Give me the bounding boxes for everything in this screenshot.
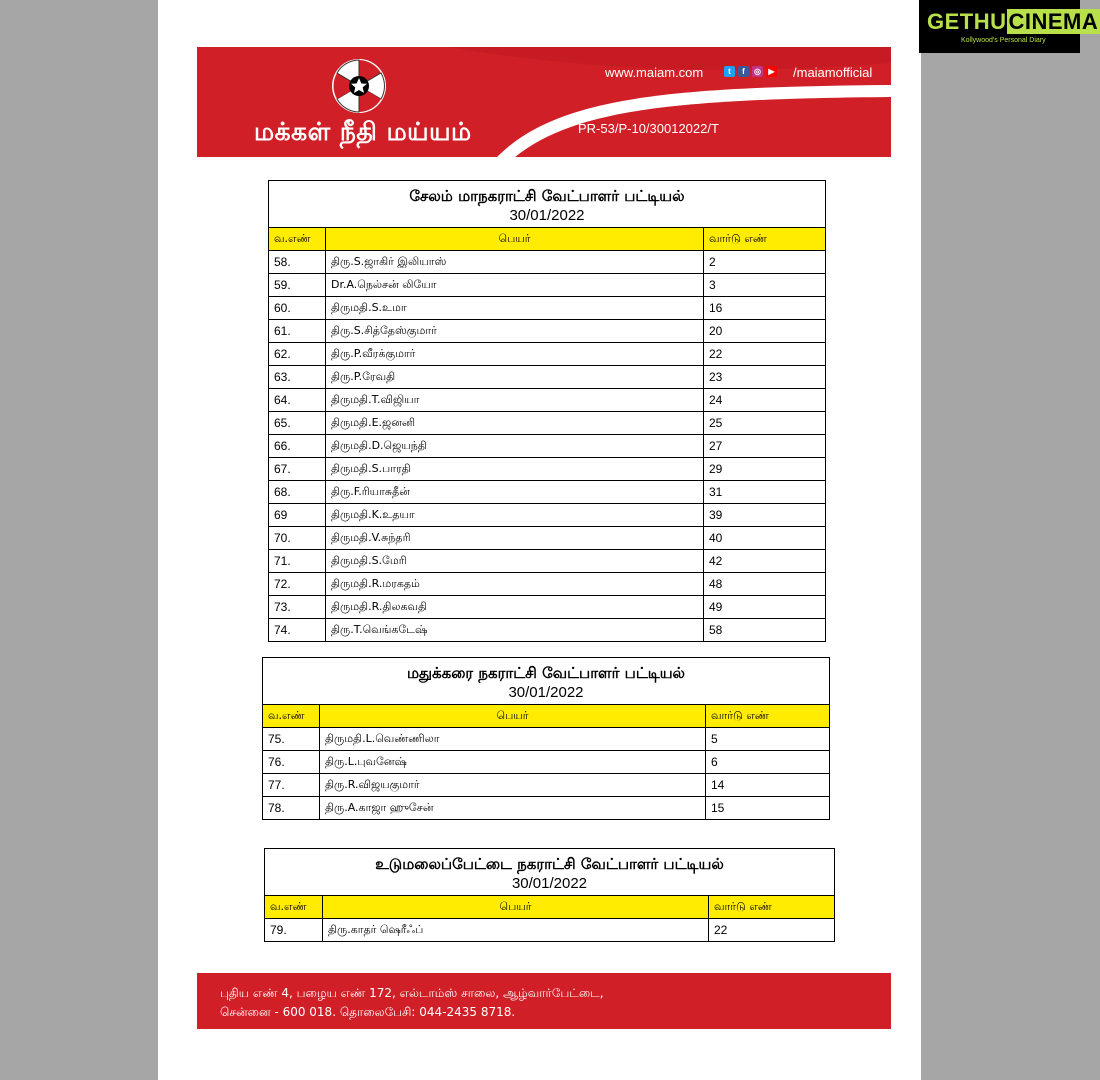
table-row [269,504,825,527]
ward-cell: 58 [709,623,723,637]
name-cell: திரு.S.ஜாகிர் இலியாஸ் [326,251,704,273]
name-cell: திரு.A.காஜா ஹுசேன் [320,797,706,819]
serial-cell: 68. [269,481,326,503]
table-row [269,573,825,596]
column-name: பெயர் [320,705,706,727]
name-cell: திரு.L.புவனேஷ் [320,751,706,773]
ward-cell: 42 [709,554,723,568]
table-row [269,297,825,320]
name-cell: திருமதி.R.மரகதம் [326,573,704,595]
table-row [269,343,825,366]
serial-cell: 73. [269,596,326,618]
name-cell: திருமதி.K.உதயா [326,504,704,526]
column-serial: வ.எண் [263,705,320,727]
table-date: 30/01/2022 [511,875,588,892]
name-cell: திருமதி.R.திலகவதி [326,596,704,618]
ward-cell: 5 [711,732,718,746]
column-header-row [263,705,829,728]
table-title: உடுமலைப்பேட்டை நகராட்சி வேட்பாளர் பட்டியல் [375,855,724,873]
social-handle[interactable]: /maiamofficial [793,65,873,80]
watermark-title-part1: GETHU [927,9,1007,34]
ward-cell: 39 [709,508,723,522]
ward-cell: 29 [709,462,723,476]
ward-cell: 49 [709,600,723,614]
name-cell: திருமதி.E.ஜனனி [326,412,704,434]
serial-cell: 58. [269,251,326,273]
column-ward: வார்டு எண் [711,709,769,722]
name-cell: Dr.A.நெல்சன் லியோ [326,274,704,296]
table-row [265,919,834,941]
salem-candidate-table [268,180,826,642]
brand-name: மக்கள் நீதி மய்யம் [254,117,472,146]
table-row [263,797,829,819]
serial-cell: 69 [269,504,326,526]
table-row [263,774,829,797]
table-body [269,251,825,641]
serial-cell: 61. [269,320,326,342]
madukkarai-candidate-table [262,657,830,820]
watermark-title-part2: CINEMA [1008,9,1099,34]
ward-cell: 2 [709,255,716,269]
ward-cell: 22 [709,347,723,361]
address-line-1: புதிய எண் 4, பழைய எண் 172, எல்டாம்ஸ் சாலை, ஆழ்வார்பேட்டை, [220,986,604,1000]
serial-cell: 63. [269,366,326,388]
table-row [269,481,825,504]
name-cell: திருமதி.S.உமா [326,297,704,319]
serial-cell: 71. [269,550,326,572]
serial-cell: 60. [269,297,326,319]
table-row [269,550,825,573]
ward-cell: 27 [709,439,723,453]
column-serial: வ.எண் [265,896,323,918]
serial-cell: 74. [269,619,326,641]
letterhead-banner [197,47,891,157]
ward-cell: 3 [709,278,716,292]
name-cell: திரு.T.வெங்கடேஷ் [326,619,704,641]
column-serial: வ.எண் [269,228,326,250]
watermark-subtitle: Kollywood's Personal Diary [961,37,1046,44]
watermark-title [927,9,1100,35]
name-cell: திரு.F.ரியாசுதீன் [326,481,704,503]
website-link[interactable]: www.maiam.com [605,65,704,80]
press-release-reference: PR-53/P-10/30012022/T [578,121,719,136]
udumalaipettai-candidate-table [264,848,835,942]
table-header [265,849,834,896]
table-date: 30/01/2022 [508,684,584,701]
table-row [269,366,825,389]
serial-cell: 76. [263,751,320,773]
serial-cell: 64. [269,389,326,411]
serial-cell: 65. [269,412,326,434]
table-body [263,728,829,819]
name-cell: திருமதி.T.விஜியா [326,389,704,411]
column-ward: வார்டு எண் [714,900,772,913]
table-date: 30/01/2022 [509,207,585,224]
ward-cell: 22 [714,923,728,937]
name-cell: திருமதி.V.சுந்தரி [326,527,704,549]
table-row [269,619,825,641]
gethucinema-watermark [919,0,1099,53]
name-cell: திரு.R.விஜயகுமார் [320,774,706,796]
name-cell: திருமதி.S.பாரதி [326,458,704,480]
serial-cell: 67. [269,458,326,480]
ward-cell: 14 [711,778,725,792]
name-cell: திருமதி.L.வெண்ணிலா [320,728,706,750]
ward-cell: 16 [709,301,723,315]
ward-cell: 6 [711,755,718,769]
name-cell: திருமதி.D.ஜெயந்தி [326,435,704,457]
ward-cell: 25 [709,416,723,430]
table-row [269,320,825,343]
column-name: பெயர் [326,228,704,250]
table-header [269,181,825,228]
serial-cell: 75. [263,728,320,750]
youtube-icon[interactable]: ▶ [766,66,777,77]
table-row [263,728,829,751]
column-name: பெயர் [323,896,709,918]
table-row [263,751,829,774]
name-cell: திரு.S.சித்தேஸ்குமார் [326,320,704,342]
column-ward: வார்டு எண் [709,232,767,245]
instagram-icon[interactable]: ◎ [752,66,763,77]
table-row [269,435,825,458]
table-body [265,919,834,941]
name-cell: திரு.P.ரேவதி [326,366,704,388]
column-header-row [265,896,834,919]
table-row [269,274,825,297]
table-row [269,412,825,435]
ward-cell: 31 [709,485,723,499]
ward-cell: 23 [709,370,723,384]
name-cell: திருமதி.S.மேரி [326,550,704,572]
serial-cell: 59. [269,274,326,296]
serial-cell: 70. [269,527,326,549]
serial-cell: 66. [269,435,326,457]
table-row [269,596,825,619]
serial-cell: 79. [265,919,323,941]
serial-cell: 62. [269,343,326,365]
ward-cell: 40 [709,531,723,545]
ward-cell: 15 [711,801,725,815]
serial-cell: 78. [263,797,320,819]
name-cell: திரு.P.வீரக்குமார் [326,343,704,365]
serial-cell: 72. [269,573,326,595]
table-row [269,389,825,412]
table-title: மதுக்கரை நகராட்சி வேட்பாளர் பட்டியல் [406,664,686,682]
ward-cell: 24 [709,393,723,407]
letterhead-footer [197,973,891,1029]
column-header-row [269,228,825,251]
name-cell: திரு.காதர் ஷெரீஃப் [323,919,709,941]
table-header [263,658,829,705]
serial-cell: 77. [263,774,320,796]
twitter-icon[interactable]: t [724,66,735,77]
address-line-2: சென்னை - 600 018. தொலைபேசி: 044-2435 8718. [220,1005,516,1019]
social-icons [724,66,777,79]
table-row [269,251,825,274]
table-row [269,458,825,481]
facebook-icon[interactable]: f [738,66,749,77]
ward-cell: 48 [709,577,723,591]
party-logo-icon [329,56,389,116]
ward-cell: 20 [709,324,723,338]
table-title: சேலம் மாநகராட்சி வேட்பாளர் பட்டியல் [409,187,685,205]
table-row [269,527,825,550]
